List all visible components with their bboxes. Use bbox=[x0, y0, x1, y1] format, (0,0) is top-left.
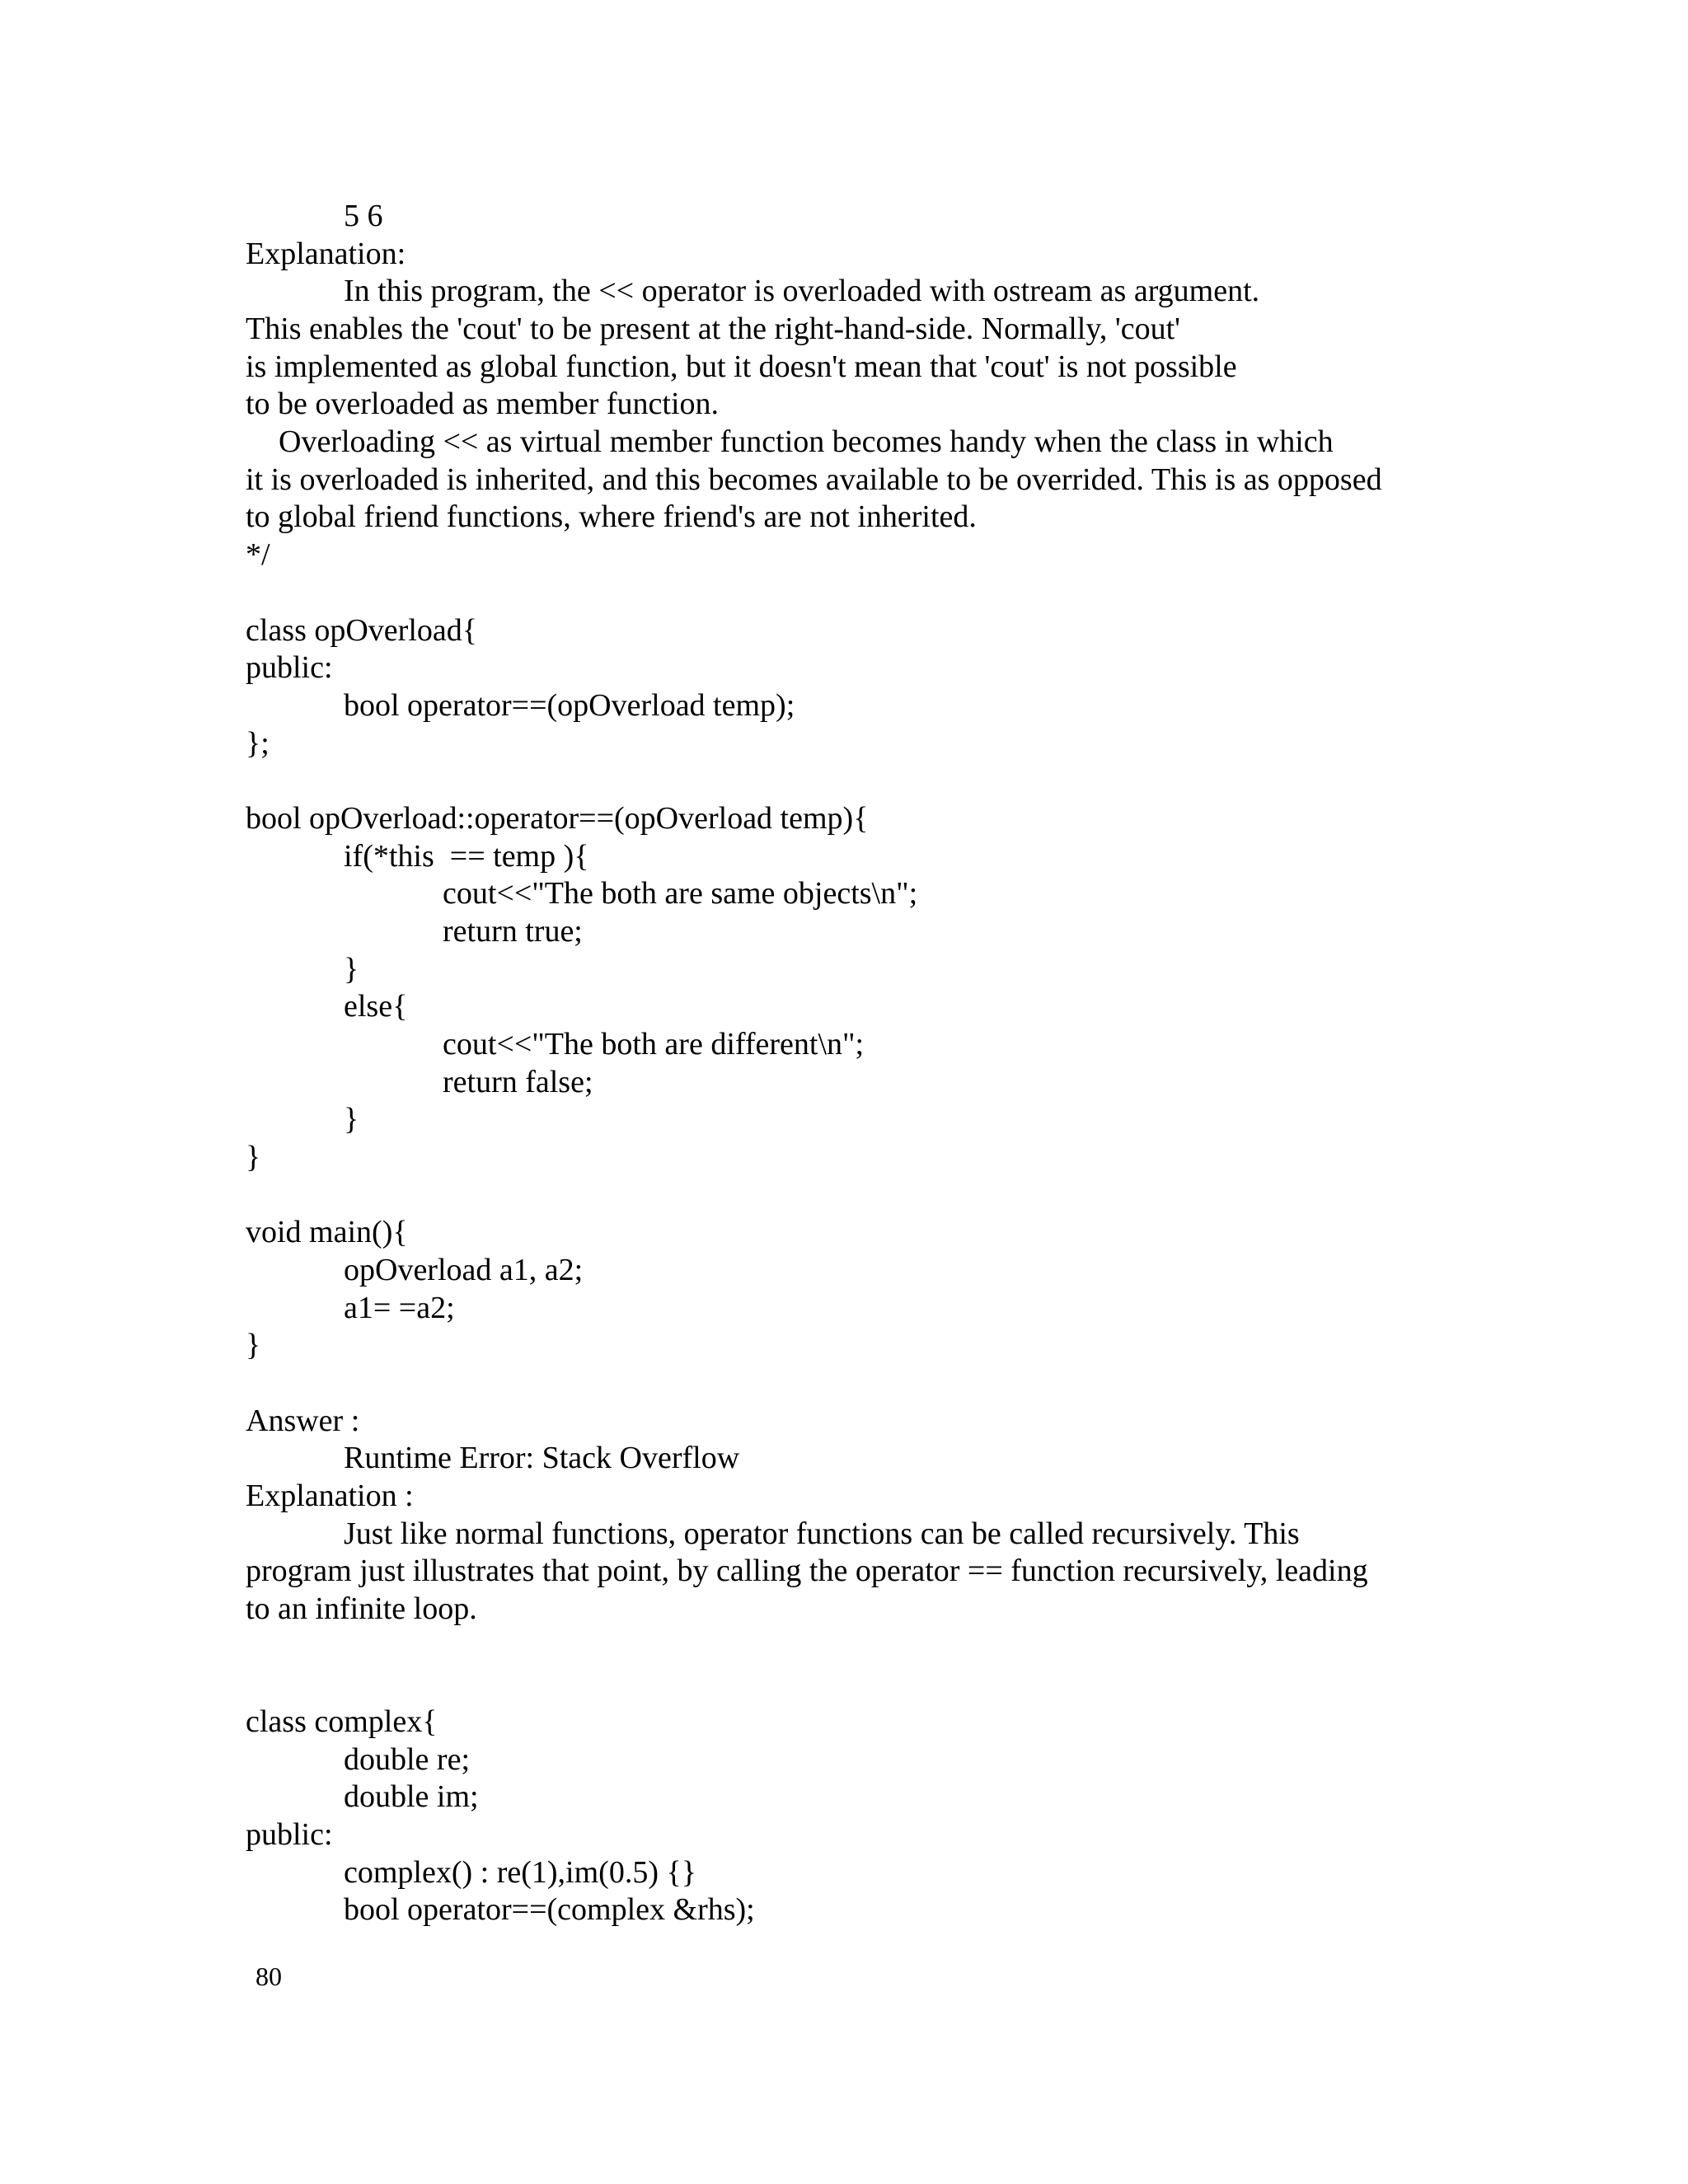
code-line: double re; bbox=[344, 1742, 471, 1777]
code-line: } bbox=[246, 1328, 261, 1362]
code-line: if(*this == temp ){ bbox=[344, 839, 589, 874]
paragraph-line: Overloading << as virtual member function becomes handy when the class in which bbox=[279, 424, 1334, 459]
code-line: complex() : re(1),im(0.5) {} bbox=[344, 1855, 696, 1890]
paragraph-line: In this program, the << operator is overloaded with ostream as argument. bbox=[344, 274, 1260, 308]
paragraph-line: to an infinite loop. bbox=[246, 1591, 477, 1626]
paragraph-line: it is overloaded is inherited, and this becomes available to be overrided. This is as opposed bbox=[246, 462, 1382, 497]
code-line: return false; bbox=[443, 1065, 593, 1099]
code-line: a1= =a2; bbox=[344, 1291, 455, 1325]
code-line: else{ bbox=[344, 989, 408, 1024]
paragraph-line: program just illustrates that point, by calling the operator == function recursively, leading bbox=[246, 1554, 1368, 1588]
code-line: } bbox=[344, 1102, 359, 1137]
output-line: 5 6 bbox=[344, 199, 383, 233]
explanation-heading: Explanation : bbox=[246, 1479, 414, 1513]
page-number: 80 bbox=[256, 1961, 282, 1991]
code-line: cout<<"The both are different\n"; bbox=[443, 1027, 865, 1062]
paragraph-line: This enables the 'cout' to be present at the right-hand-side. Normally, 'cout' bbox=[246, 312, 1180, 346]
paragraph-line: is implemented as global function, but it doesn't mean that 'cout' is not possible bbox=[246, 349, 1237, 384]
code-line: class complex{ bbox=[246, 1704, 438, 1739]
code-line: } bbox=[344, 952, 359, 987]
code-line: return true; bbox=[443, 914, 583, 949]
paragraph-line: to global friend functions, where friend's are not inherited. bbox=[246, 499, 977, 534]
code-line: bool operator==(complex &rhs); bbox=[344, 1892, 755, 1927]
code-line: } bbox=[246, 1140, 261, 1174]
code-line: public: bbox=[246, 1817, 333, 1852]
code-line: }; bbox=[246, 726, 270, 761]
answer-heading: Answer : bbox=[246, 1404, 360, 1438]
paragraph-line: Just like normal functions, operator functions can be called recursively. This bbox=[344, 1516, 1300, 1551]
paragraph-line: to be overloaded as member function. bbox=[246, 387, 720, 421]
code-line: void main(){ bbox=[246, 1215, 408, 1249]
code-line: opOverload a1, a2; bbox=[344, 1253, 584, 1287]
code-line: bool opOverload::operator==(opOverload temp){ bbox=[246, 801, 869, 836]
comment-end: */ bbox=[246, 537, 270, 572]
code-line: class opOverload{ bbox=[246, 613, 477, 648]
code-line: public: bbox=[246, 650, 333, 685]
explanation-heading: Explanation: bbox=[246, 237, 406, 271]
code-line: bool operator==(opOverload temp); bbox=[344, 688, 795, 723]
code-line: cout<<"The both are same objects\n"; bbox=[443, 876, 918, 911]
code-line: double im; bbox=[344, 1779, 479, 1814]
answer-text: Runtime Error: Stack Overflow bbox=[344, 1441, 740, 1475]
